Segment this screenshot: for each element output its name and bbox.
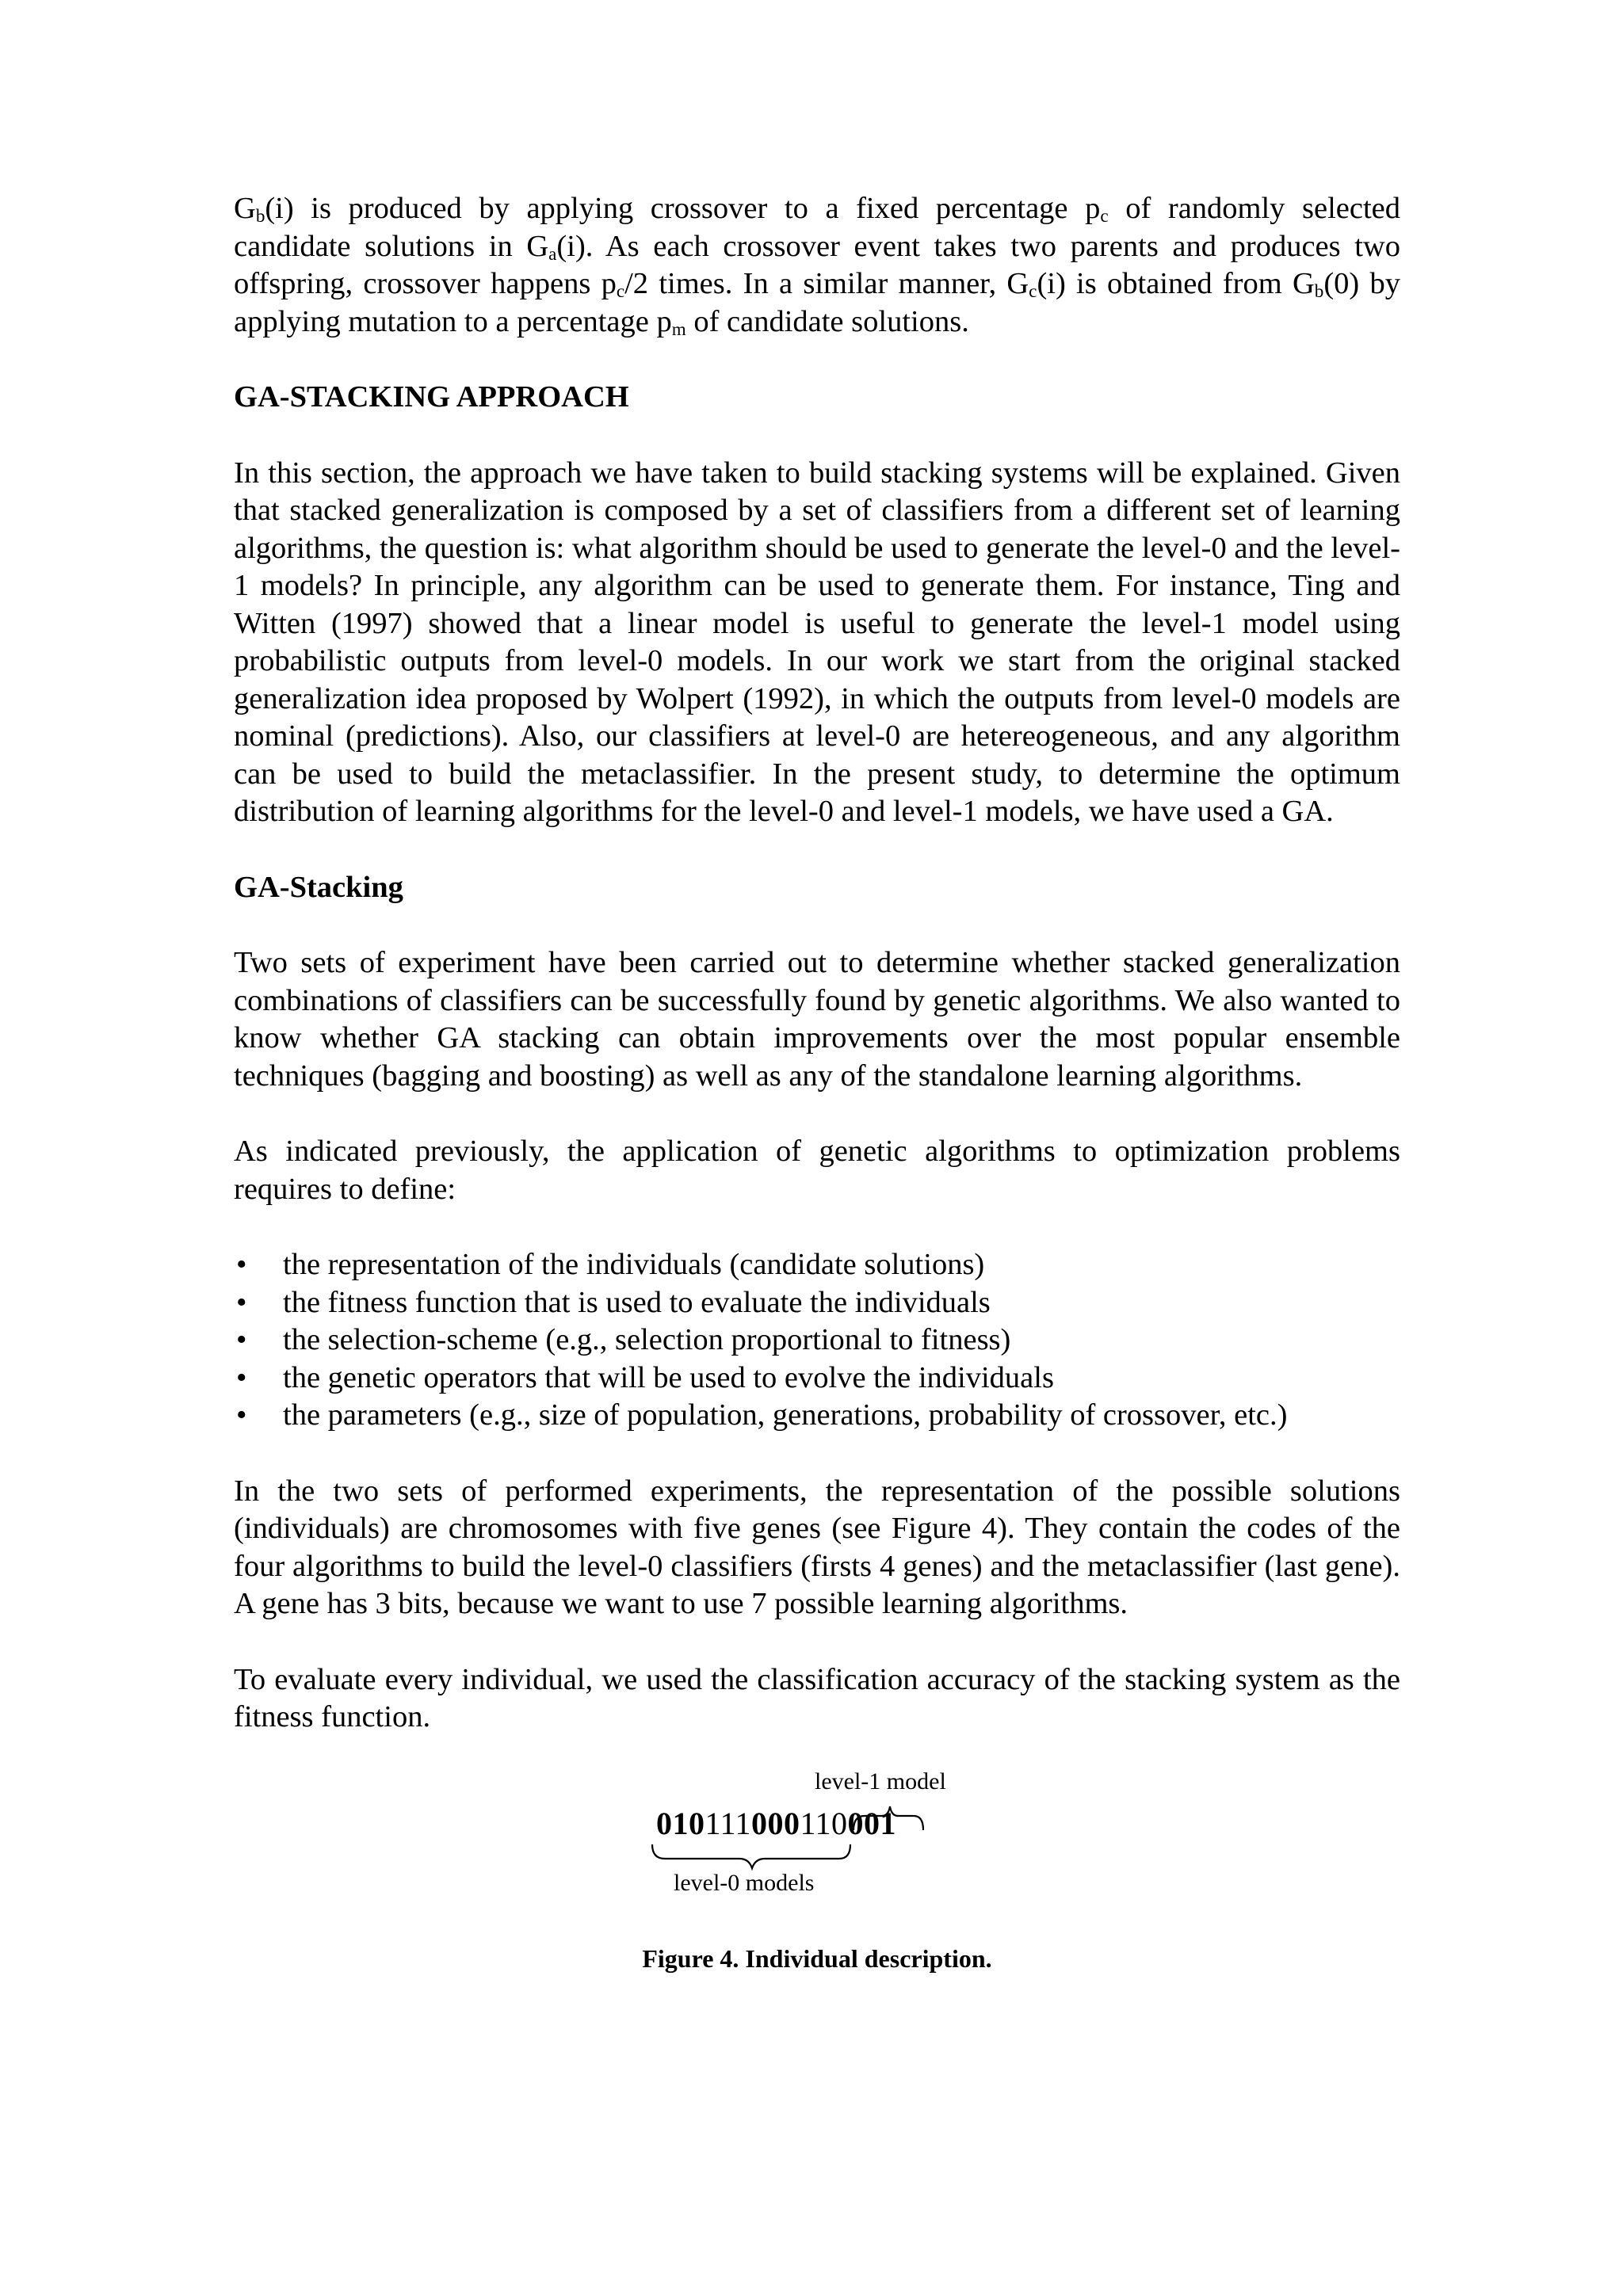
gene-1: 010 xyxy=(656,1805,705,1841)
paragraph-approach: In this section, the approach we have taken to build stacking systems will be explained. Given that stacked generalization is composed by a set of classifiers from a different set of learning algorithms, the question is: what algorithm should be used to generate the level-0 and the level-1 models? In principle, any algorithm can be used to generate them. For instance, Ting and Witten (1997) showed that a linear model is useful to generate the level-1 model using probabilistic outputs from level-0 models. In our work we start from the original stacked generalization idea proposed by Wolpert (1992), in which the outputs from level-0 models are nominal (predictions). Also, our classifiers at level-0 are hetereogeneous, and any algorithm can be used to build the metaclassifier. In the present study, to determine the optimum distribution of learning algorithms for the level-0 and level-1 models, we have used a GA. xyxy=(234,456,1400,828)
page-body xyxy=(234,190,1400,1974)
gene-3: 000 xyxy=(751,1805,800,1841)
bullet-icon: • xyxy=(236,1360,247,1394)
paragraph-experiments: Two sets of experiment have been carried out to determine whether stacked generalization combinations of classifiers can be successfully found by genetic algorithms. We also wanted to know whether GA stacking can obtain improvements over the most popular ensemble techniques (bagging and boosting) as well as any of the standalone learning algorithms. xyxy=(234,946,1400,1093)
gene-4: 110 xyxy=(800,1805,848,1841)
list-item: • the representation of the individuals (candidate solutions) xyxy=(234,1246,1400,1284)
bullet-icon: • xyxy=(236,1398,247,1432)
subsection-heading-ga-stacking: GA-Stacking xyxy=(234,870,403,904)
bullet-icon: • xyxy=(236,1285,247,1319)
bullet-icon: • xyxy=(236,1323,247,1356)
paragraph-fitness: To evaluate every individual, we used the classification accuracy of the stacking system as the fitness function. xyxy=(234,1662,1400,1733)
requirements-list xyxy=(234,1246,1400,1435)
list-item: • the selection-scheme (e.g., selection proportional to fitness) xyxy=(234,1322,1400,1360)
level-0-models-label: level-0 models xyxy=(674,1869,815,1896)
list-item: • the parameters (e.g., size of population, generations, probability of crossover, etc.) xyxy=(234,1397,1400,1435)
section-heading-ga-stacking-approach: GA-STACKING APPROACH xyxy=(234,380,629,414)
gene-2: 111 xyxy=(705,1805,752,1841)
paragraph-crossover-mutation: $G_b(i)$ is produced by applying crossover to a fixed percentage $p_c$ of randomly selected candidate solutions in $G_a(i)$. As each crossover event takes two parents and produces two offspring, crossover happens $p_c/2$ times. In a similar manner, $G_c(i)$ is obtained from $G_b(0)$ by applying mutation to a percentage $p_m$ of candidate solutions. xyxy=(234,192,1400,339)
bullet-icon: • xyxy=(236,1248,247,1281)
paragraph-representation: In the two sets of performed experiments, the representation of the possible solutions (individuals) are chromosomes with five genes (see Figure 4). They contain the codes of the four algorithms to build the level-0 classifiers (firsts 4 genes) and the metaclassifier (last gene). A gene has 3 bits, because we want to use 7 possible learning algorithms. xyxy=(234,1474,1400,1620)
list-item: • the genetic operators that will be used to evolve the individuals xyxy=(234,1360,1400,1398)
paragraph-requirements: As indicated previously, the application of genetic algorithms to optimization problems requires to define: xyxy=(234,1135,1400,1206)
chromosome-code xyxy=(656,1806,896,1841)
level-1-model-label: level-1 model xyxy=(815,1768,946,1794)
level-0-brace xyxy=(652,1844,850,1868)
figure-individual-description xyxy=(234,1768,1400,1943)
list-item: • the fitness function that is used to evaluate the individuals xyxy=(234,1284,1400,1322)
figure-caption: Figure 4. Individual description. xyxy=(642,1943,992,1973)
gene-5: 001 xyxy=(847,1805,897,1841)
